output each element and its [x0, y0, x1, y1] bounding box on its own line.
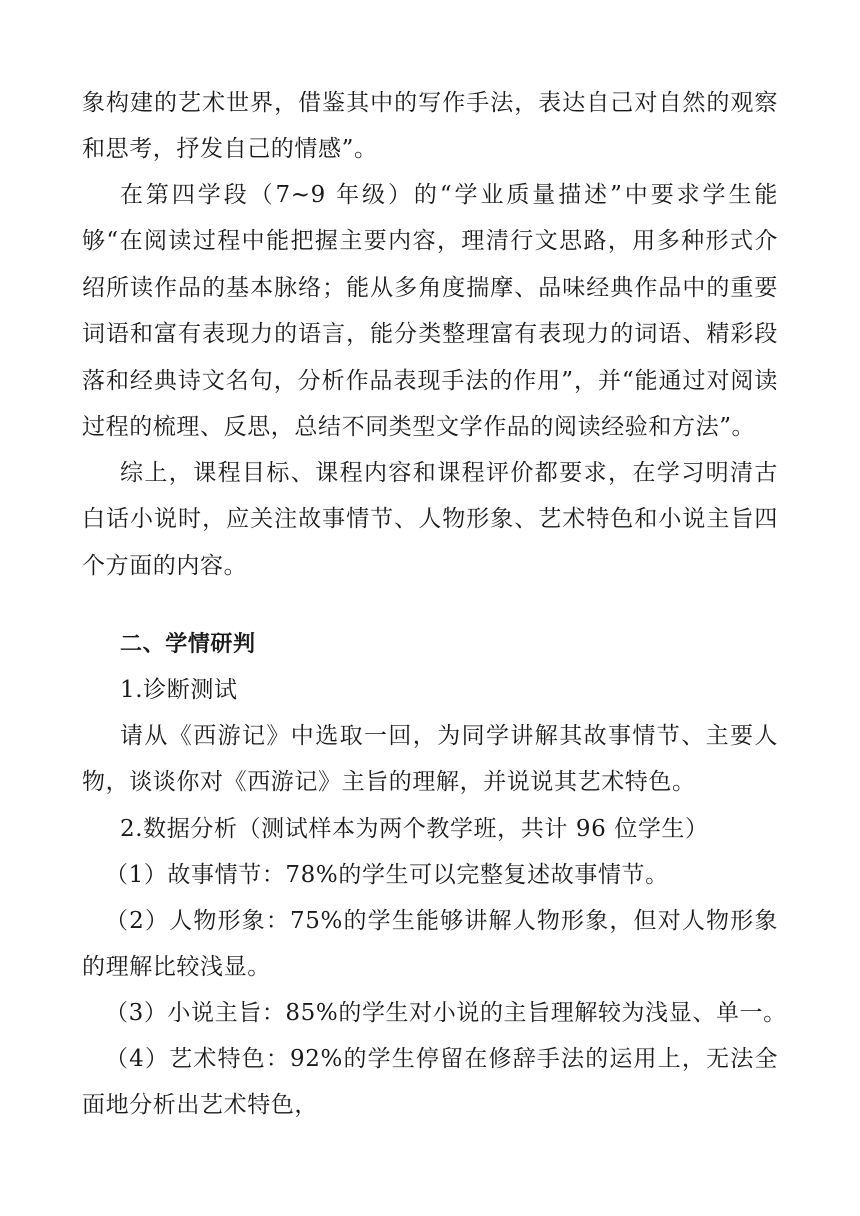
- diagnostic-test-text: 请从《西游记》中选取一回，为同学讲解其故事情节、主要人物，谈谈你对《西游记》主旨的理解，并说说其艺术特色。: [82, 723, 778, 796]
- finding-artistic-features: （4）艺术特色：92%的学生停留在修辞手法的运用上，无法全面地分析出艺术特色，: [82, 1046, 778, 1119]
- finding-plot: （1）故事情节：78%的学生可以完整复述故事情节。: [105, 862, 669, 888]
- paragraph-quality-description: 在第四学段（7~9 年级）的“学业质量描述”中要求学生能够“在阅读过程中能把握主要内容，理清行文思路，用多种形式介绍所读作品的基本脉络；能从多角度揣摩、品味经典作品中的重要词语和富有表现力的语言，能分类整理富有表现力的词语、精彩段落和经典诗文名句，分析作品表现手法的作用”，并“能通过对阅读过程的梳理、反思，总结不同类型文学作品的阅读经验和方法”。: [82, 182, 778, 441]
- data-analysis-title: 2.数据分析（测试样本为两个教学班，共计 96 位学生）: [120, 816, 709, 842]
- section-heading: 二、学情研判: [120, 632, 256, 657]
- finding-characters: （2）人物形象：75%的学生能够讲解人物形象，但对人物形象的理解比较浅显。: [82, 908, 778, 981]
- paragraph-continuation: 象构建的艺术世界，借鉴其中的写作手法，表达自己对自然的观察和思考，抒发自己的情感”。: [82, 90, 778, 163]
- diagnostic-test-title: 1.诊断测试: [120, 677, 238, 703]
- paragraph-summary: 综上，课程目标、课程内容和课程评价都要求，在学习明清古白话小说时，应关注故事情节、人物形象、艺术特色和小说主旨四个方面的内容。: [82, 460, 778, 579]
- finding-theme: （3）小说主旨：85%的学生对小说的主旨理解较为浅显、单一。: [105, 1000, 787, 1026]
